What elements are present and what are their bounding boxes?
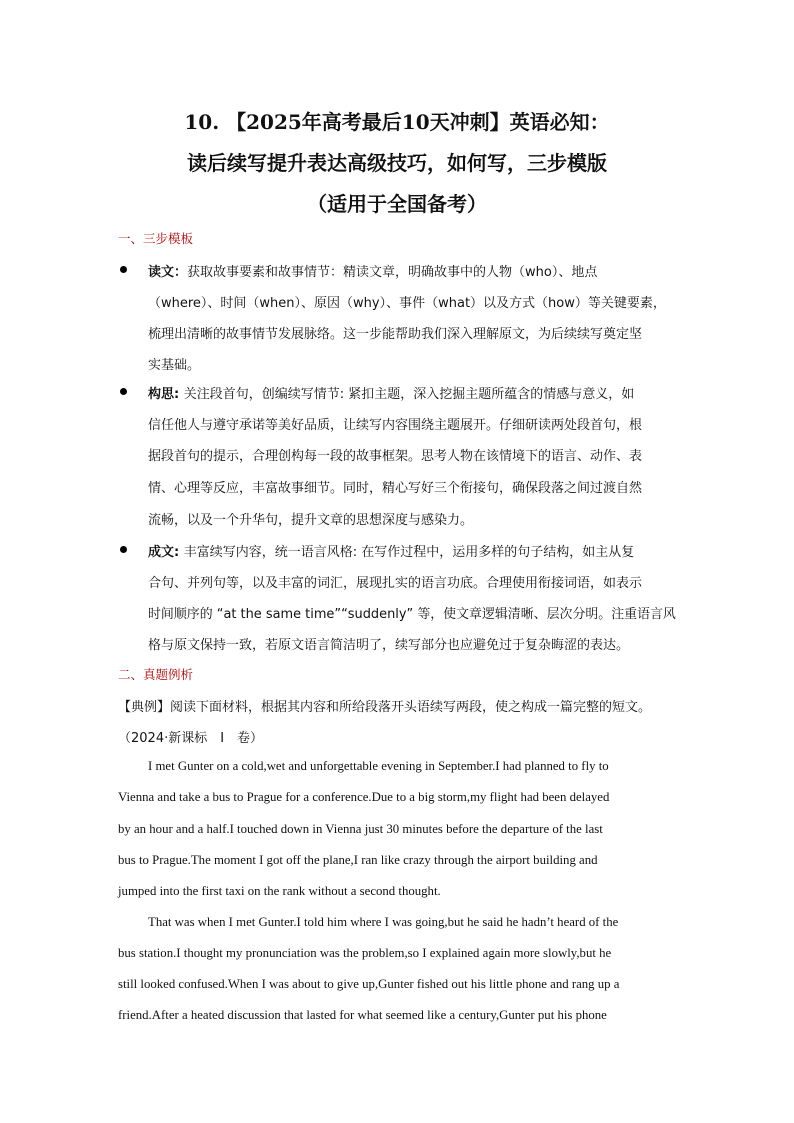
section-heading-templates: 一、三步模板 bbox=[118, 231, 194, 246]
bullet-3-label: 成文: bbox=[148, 545, 184, 560]
bullet-1-line-2: （where）、时间（when）、原因（why）、事件（what）以及方式（how）等关键要素， bbox=[148, 296, 666, 311]
passage-p2-line-4: friend.After a heated discussion that lasted for what seemed like a century,Gunter put his phone bbox=[118, 1008, 607, 1022]
title-line-1: 10. 【2025年高考最后10天冲刺】英语必知： bbox=[184, 110, 610, 134]
bullet-2-line-2: 信任他人与遵守承诺等美好品质，让续写内容围绕主题展开。仔细研读两处段首句，根 bbox=[148, 418, 643, 433]
title-line-3: （适用于全国备考） bbox=[307, 192, 487, 216]
passage-p1-line-1: I met Gunter on a cold,wet and unforgettable evening in September.I had planned to fly to bbox=[148, 759, 609, 773]
passage-p2-line-3: still looked confused.When I was about to give up,Gunter fished out his little phone and rang up a bbox=[118, 977, 620, 991]
bullet-2-line-5: 流畅，以及一个升华句，提升文章的思想深度与感染力。 bbox=[148, 513, 474, 528]
bullet-3-line-4: 格与原文保持一致，若原文语言简洁明了，续写部分也应避免过于复杂晦涩的表达。 bbox=[148, 638, 630, 653]
title-line-2: 读后续写提升表达高级技巧，如何写，三步模版 bbox=[187, 151, 607, 175]
example-source: （2024·新课标 I 卷） bbox=[118, 731, 264, 746]
bullet-3-line-3: 时间顺序的 “at the same time”“suddenly” 等，使文章逻辑清晰、层次分明。注重语言风 bbox=[148, 607, 676, 622]
bullet-2-line-3: 据段首句的提示，合理创构每一段的故事框架。思考人物在该情境下的语言、动作、表 bbox=[148, 449, 643, 464]
bullet-3-line-2: 合句、并列句等，以及丰富的词汇，展现扎实的语言功底。合理使用衔接词语，如表示 bbox=[148, 576, 643, 591]
bullet-2-line-1: 构思: 关注段首句，创编续写情节: 紧扣主题，深入挖掘主题所蕴含的情感与意义，如 bbox=[148, 387, 635, 402]
bullet-dot bbox=[120, 388, 127, 395]
bullet-dot bbox=[120, 266, 127, 273]
bullet-2-label: 构思: bbox=[148, 387, 184, 402]
bullet-1-label: 读文： bbox=[148, 265, 188, 280]
passage-p1-line-2: Vienna and take a bus to Prague for a conference.Due to a big storm,my flight had been delayed bbox=[118, 790, 610, 804]
example-intro: 【典例】阅读下面材料，根据其内容和所给段落开头语续写两段，使之构成一篇完整的短文。 bbox=[118, 700, 652, 715]
passage-p2-line-1: That was when I met Gunter.I told him where I was going,but he said he hadn’t heard of the bbox=[148, 915, 619, 929]
passage-p1-line-5: jumped into the first taxi on the rank without a second thought. bbox=[118, 884, 441, 898]
bullet-1-line-3: 梳理出清晰的故事情节发展脉络。这一步能帮助我们深入理解原文，为后续续写奠定坚 bbox=[148, 327, 643, 342]
bullet-1-line-1: 读文：获取故事要素和故事情节：精读文章，明确故事中的人物（who）、地点 bbox=[148, 265, 598, 280]
passage-p1-line-4: bus to Prague.The moment I got off the plane,I ran like crazy through the airport building and bbox=[118, 853, 598, 867]
section-heading-example: 二、真题例析 bbox=[118, 667, 194, 682]
passage-p1-line-3: by an hour and a half.I touched down in Vienna just 30 minutes before the departure of the last bbox=[118, 822, 603, 836]
bullet-2-line-4: 情、心理等反应，丰富故事细节。同时，精心写好三个衔接句，确保段落之间过渡自然 bbox=[148, 481, 643, 496]
bullet-1-line-4: 实基础。 bbox=[148, 358, 201, 373]
bullet-dot bbox=[120, 546, 127, 553]
bullet-3-line-1: 成文: 丰富续写内容，统一语言风格: 在写作过程中，运用多样的句子结构，如主从复 bbox=[148, 545, 635, 560]
passage-p2-line-2: bus station.I thought my pronunciation was the problem,so I explained again more slowly,but he bbox=[118, 946, 612, 960]
